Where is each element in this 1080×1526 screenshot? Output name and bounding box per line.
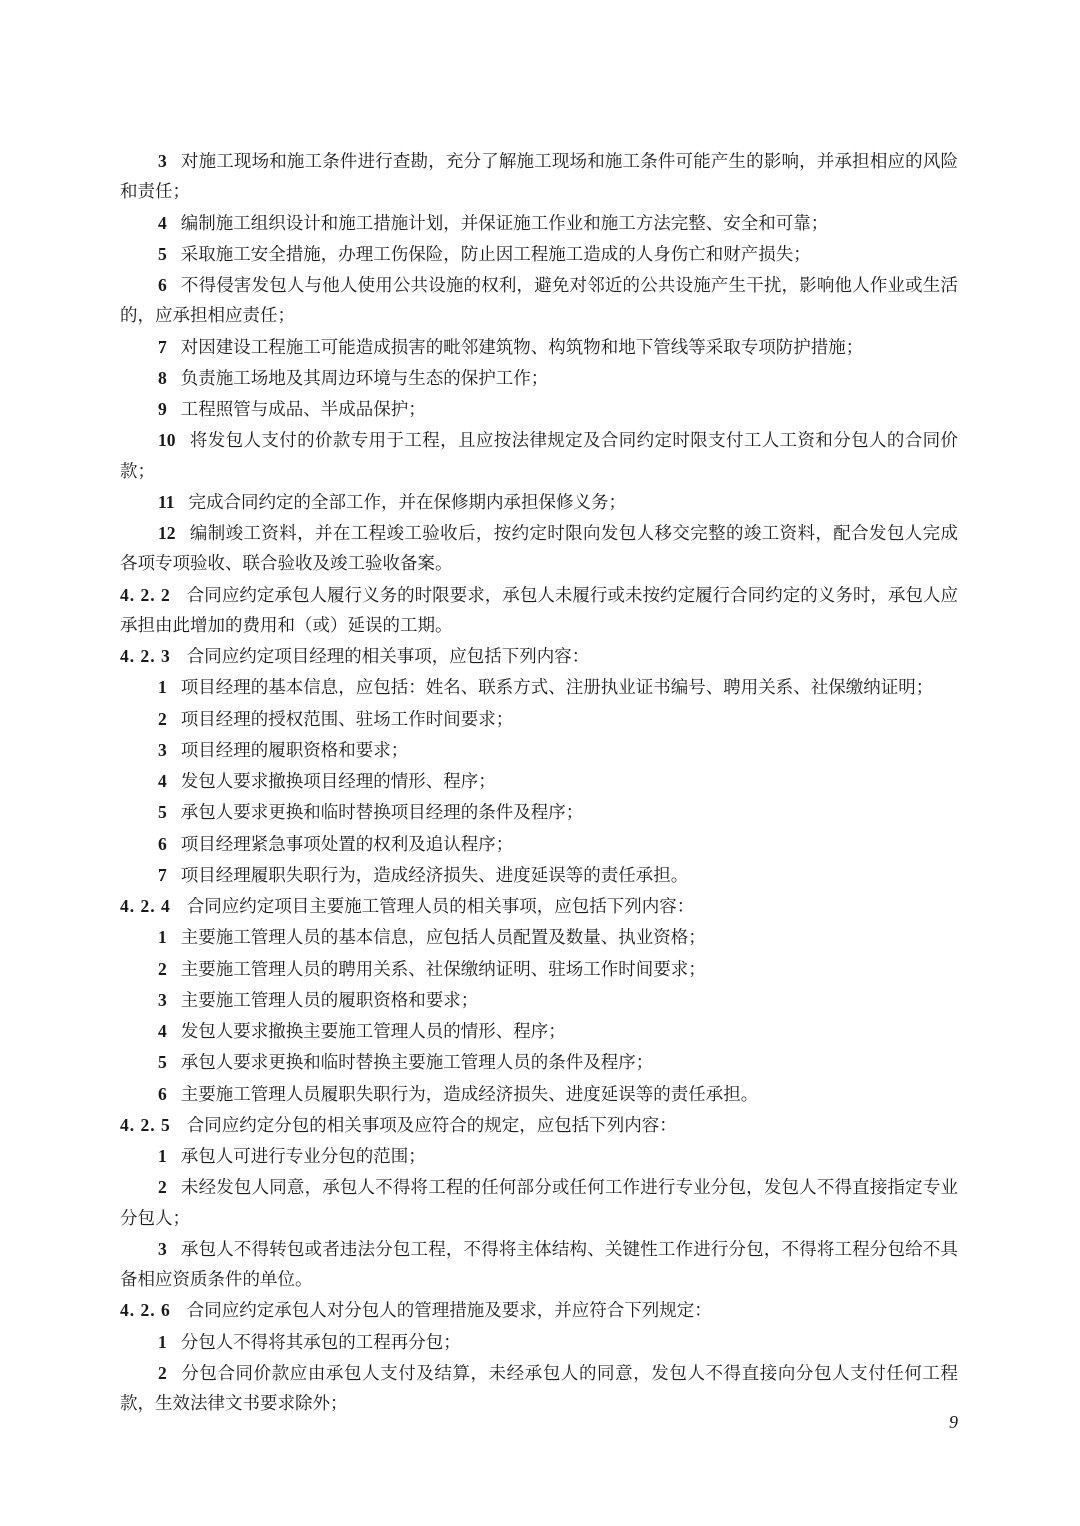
page-number: 9: [949, 1412, 958, 1432]
paragraph-text: 工程照管与成品、半成品保护；: [180, 400, 426, 420]
paragraph-text: 项目经理的授权范围、驻场工作时间要求；: [180, 709, 514, 730]
list-item: [120, 394, 958, 425]
item-number: 5: [158, 802, 167, 823]
list-item: [120, 270, 958, 332]
paragraph-text: 编制施工组织设计和施工措施计划，并保证施工作业和施工方法完整、安全和可靠；: [180, 213, 829, 234]
paragraph-text: 未经发包人同意，承包人不得将工程的任何部分或任何工作进行专业分包，发包人不得直接指定专业分包人；: [120, 1178, 958, 1229]
list-item: [120, 518, 958, 580]
list-item: [120, 239, 958, 270]
list-item: [120, 985, 958, 1016]
paragraph-text: 完成合同约定的全部工作，并在保修期内承担保修义务；: [188, 492, 627, 513]
list-item: [120, 1327, 958, 1358]
item-number: 5: [158, 243, 167, 264]
list-item: [120, 1234, 958, 1296]
paragraph-text: 承包人要求更换和临时替换项目经理的条件及程序；: [180, 803, 584, 824]
paragraph-text: 不得侵害发包人与他人使用公共设施的权利，避免对邻近的公共设施产生干扰，影响他人作业或生活的，应承担相应责任；: [120, 276, 958, 327]
item-number: 9: [158, 399, 167, 419]
clause-number: 4. 2. 4: [120, 896, 171, 916]
paragraph-text: 项目经理履职失职行为，造成经济损失、进度延误等的责任承担。: [180, 865, 689, 886]
item-number: 10: [158, 430, 176, 451]
item-number: 1: [158, 927, 167, 948]
paragraph-text: 主要施工管理人员的聘用关系、社保缴纳证明、驻场工作时间要求；: [180, 959, 706, 980]
list-item: [120, 425, 958, 487]
paragraph-text: 承包人不得转包或者违法分包工程，不得将主体结构、关键性工作进行分包，不得将工程分包给不具备相应资质条件的单位。: [120, 1239, 958, 1290]
item-number: 4: [158, 1021, 167, 1041]
list-item: [120, 1016, 958, 1047]
list-item: [120, 332, 958, 363]
paragraph-text: 编制竣工资料，并在工程竣工验收后，按约定时限向发包人移交完整的竣工资料，配合发包人完成各项专项验收、联合验收及竣工验收备案。: [120, 524, 958, 575]
list-item: [120, 954, 958, 985]
list-item: [120, 1079, 958, 1110]
item-number: 7: [158, 864, 167, 885]
item-number: 1: [158, 1146, 167, 1166]
list-item: [120, 1141, 958, 1172]
item-number: 3: [158, 1238, 167, 1259]
paragraph-text: 采取施工安全措施，办理工伤保险，防止因工程施工造成的人身伤亡和财产损失；: [180, 244, 811, 265]
paragraph-text: 主要施工管理人员履职失职行为，造成经济损失、进度延误等的责任承担。: [180, 1084, 759, 1105]
list-item: [120, 860, 958, 891]
item-number: 1: [158, 1331, 167, 1352]
list-item: [120, 208, 958, 239]
item-number: 5: [158, 1052, 167, 1073]
clause-paragraph: [120, 1295, 958, 1326]
item-number: 2: [158, 708, 167, 729]
list-item: [120, 704, 958, 735]
list-item: [120, 1172, 958, 1234]
list-item: [120, 487, 958, 518]
list-item: [120, 797, 958, 828]
paragraph-text: 对因建设工程施工可能造成损害的毗邻建筑物、构筑物和地下管线等采取专项防护措施；: [180, 337, 864, 358]
list-item: [120, 1358, 958, 1420]
item-number: 6: [158, 1083, 167, 1104]
item-number: 6: [158, 833, 167, 854]
list-item: [120, 672, 958, 703]
item-number: 3: [158, 151, 167, 171]
list-item: [120, 829, 958, 860]
item-number: 2: [158, 1362, 167, 1383]
paragraph-text: 对施工现场和施工条件进行查勘，充分了解施工现场和施工条件可能产生的影响，并承担相应的风险和责任；: [120, 152, 958, 203]
item-number: 3: [158, 739, 167, 760]
paragraph-text: 合同应约定项目经理的相关事项，应包括下列内容：: [186, 647, 590, 667]
item-number: 6: [158, 275, 167, 295]
list-item: [120, 1047, 958, 1078]
paragraph-text: 负责施工场地及其周边环境与生态的保护工作；: [180, 368, 549, 389]
clause-paragraph: [120, 891, 958, 922]
paragraph-text: 合同应约定承包人对分包人的管理措施及要求，并应符合下列规定：: [186, 1301, 712, 1322]
paragraph-text: 分包合同价款应由承包人支付及结算，未经承包人的同意，发包人不得直接向分包人支付任何工程款，生效法律文书要求除外；: [120, 1363, 958, 1414]
paragraph-text: 合同应约定分包的相关事项及应符合的规定，应包括下列内容：: [186, 1115, 677, 1136]
list-item: [120, 363, 958, 394]
clause-number: 4. 2. 2: [120, 584, 171, 605]
paragraph-text: 承包人要求更换和临时替换主要施工管理人员的条件及程序；: [180, 1053, 654, 1074]
paragraph-text: 分包人不得将其承包的工程再分包；: [180, 1332, 461, 1353]
item-number: 4: [158, 212, 167, 233]
paragraph-text: 项目经理的基本信息，应包括：姓名、联系方式、注册执业证书编号、聘用关系、社保缴纳证明；: [180, 678, 934, 699]
clause-paragraph: [120, 1110, 958, 1141]
paragraph-text: 发包人要求撤换主要施工管理人员的情形、程序；: [180, 1022, 566, 1042]
paragraph-text: 承包人可进行专业分包的范围；: [180, 1147, 426, 1167]
clause-number: 4. 2. 6: [120, 1300, 171, 1321]
list-item: [120, 735, 958, 766]
item-number: 2: [158, 1177, 167, 1198]
item-number: 4: [158, 771, 167, 791]
clause-number: 4. 2. 5: [120, 1114, 171, 1135]
item-number: 12: [158, 523, 176, 543]
item-number: 2: [158, 958, 167, 979]
item-number: 8: [158, 367, 167, 388]
paragraph-text: 将发包人支付的价款专用于工程，且应按法律规定及合同约定时限支付工人工资和分包人的合同价款；: [120, 431, 958, 482]
clause-paragraph: [120, 641, 958, 672]
list-item: [120, 766, 958, 797]
item-number: 7: [158, 336, 167, 357]
list-item: [120, 146, 958, 208]
clause-paragraph: [120, 580, 958, 642]
paragraph-text: 主要施工管理人员的基本信息，应包括人员配置及数量、执业资格；: [180, 928, 706, 949]
paragraph-text: 项目经理紧急事项处置的权利及追认程序；: [180, 834, 514, 855]
clause-number: 4. 2. 3: [120, 646, 171, 666]
item-number: 1: [158, 677, 167, 698]
item-number: 3: [158, 989, 167, 1010]
paragraph-text: 发包人要求撤换项目经理的情形、程序；: [180, 772, 496, 792]
paragraph-text: 合同应约定承包人履行义务的时限要求，承包人未履行或未按约定履行合同约定的义务时，承包人应承担由此增加的费用和（或）延误的工期。: [120, 585, 958, 636]
page-body: [120, 146, 958, 1419]
paragraph-text: 合同应约定项目主要施工管理人员的相关事项，应包括下列内容：: [186, 897, 695, 917]
paragraph-text: 项目经理的履职资格和要求；: [180, 740, 409, 761]
paragraph-text: 主要施工管理人员的履职资格和要求；: [180, 990, 479, 1011]
item-number: 11: [158, 491, 175, 512]
list-item: [120, 922, 958, 953]
